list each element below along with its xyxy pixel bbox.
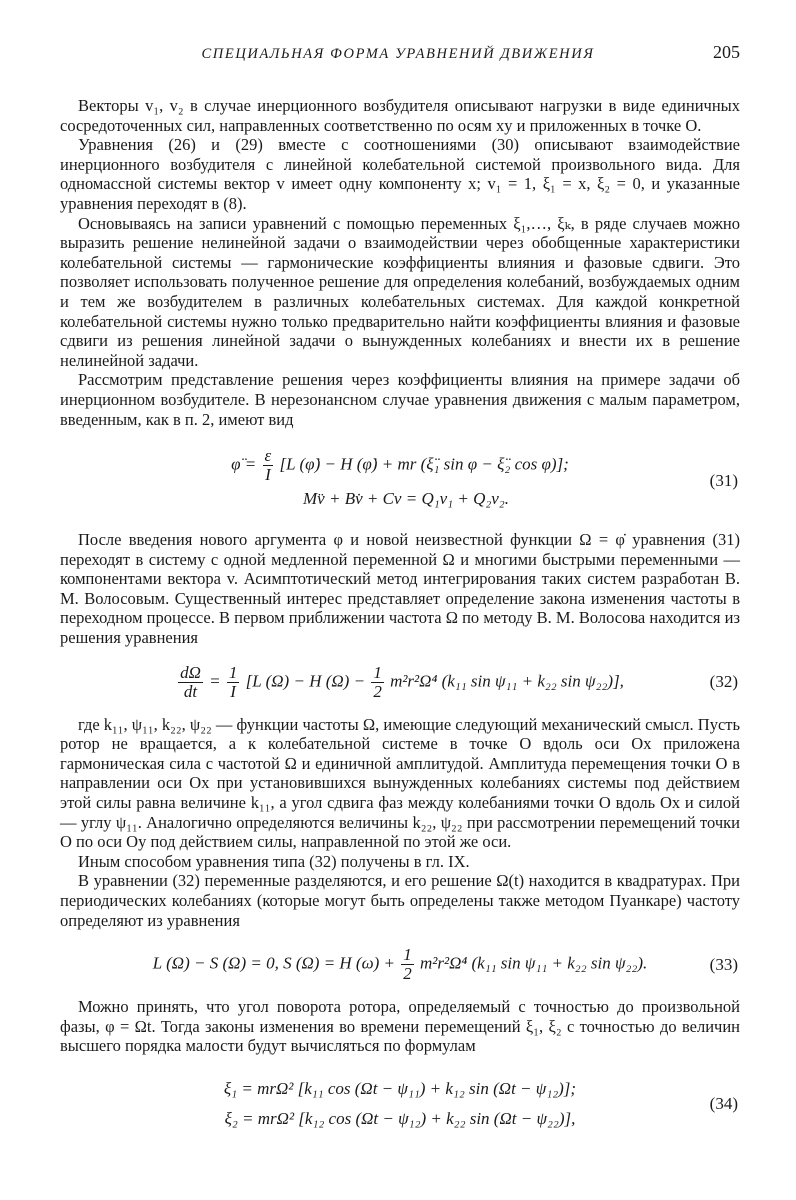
- eq32-one: 1: [228, 662, 238, 682]
- equation-31-line-2: Mv̈ + Bv̇ + Cv = Q₁v₁ + Q₂v₂.: [303, 489, 509, 509]
- eq32-mid: [L (Ω) − H (Ω) −: [245, 671, 366, 691]
- equation-34: [60, 1074, 740, 1134]
- paragraph-vectors: Векторы v₁, v₂ в случае инерционного возбудителя описывают нагрузки в виде единичных сосредоточенных сил, направленных соответственно по осям xy и приложенных в точке O.: [60, 96, 740, 135]
- equation-31-line-1: [60, 447, 740, 484]
- eq32-half-numerator: 1: [373, 662, 382, 682]
- eq33-left: L (Ω) − S (Ω) = 0, S (Ω) = H (ω) +: [152, 953, 395, 973]
- paragraph-generalized-characteristics: Основываясь на записи уравнений с помощью переменных ξ₁,…, ξₖ, в ряде случаев можно выразить решение нелинейной задачи о взаимодействии через обобщенные характеристики колебательной системы — гармонические коэффициенты влияния и фазовые сдвиги. Это позволяет использовать полученное решение для определения колебаний, возбуждаемых одним и тем же возбудителем в различных колебательных системах. Для каждой конкретной колебательной системы нужно только предварительно найти коэффициенты влияния и фазовые сдвиги из решения линейной задачи о вынужденных колебаниях и внести их в решение нелинейной задачи.: [60, 213, 740, 370]
- paragraph-equations-26-29: Уравнения (26) и (29) вместе с соотношениями (30) описывают взаимодействие инерционного возбудителя с линейной колебательной системой произвольного вида. Для одномассной системы вектор v имеет одну компоненту x; v₁ = 1, ξ₁ = x, ξ₂ = 0, и указанные уравнения переходят в (8).: [60, 135, 740, 213]
- eq32-rest: m²r²Ω⁴ (k₁₁ sin ψ₁₁ + k₂₂ sin ψ₂₂)],: [390, 671, 624, 691]
- eq32-equals: =: [209, 671, 221, 691]
- equation-32-number: (32): [709, 672, 738, 692]
- eq31-lhs: φ̈ =: [231, 454, 257, 474]
- eq33-half: [401, 946, 414, 983]
- eq31-fraction: [263, 447, 274, 484]
- eq31-denominator: I: [265, 465, 271, 485]
- paragraph-inertial-exciter: Рассмотрим представление решения через коэффициенты влияния на примере задачи об инерционном возбудителе. В нерезонансном случае уравнения движения с малым параметром, введенным, как в п. 2, имеют вид: [60, 370, 740, 429]
- paragraph-volosov-method: После введения нового аргумента φ и новой неизвестной функции Ω = φ̇ уравнения (31) переходят в систему с одной медленной переменной Ω и многими быстрыми переменными — компонентами вектора v. Асимптотический метод интегрирования таких систем разработан В. М. Волосовым. Существенный интерес представляет определение закона изменения частоты в переходном процессе. В первом приближении частота Ω по методу В. М. Волосова находится из решения уравнения: [60, 530, 740, 648]
- eq32-inverse-I: [227, 664, 240, 701]
- eq33-rest: m²r²Ω⁴ (k₁₁ sin ψ₁₁ + k₂₂ sin ψ₂₂).: [419, 953, 648, 973]
- paragraph-rotation-angle: Можно принять, что угол поворота ротора, определяемый с точностью до произвольной фазы, φ = Ωt. Тогда законы изменения во времени перемещений ξ₁, ξ₂ с точностью до величин высшего порядка малости будут вычисляться по формулам: [60, 997, 740, 1056]
- eq32-numerator: dΩ: [180, 662, 201, 682]
- running-head: СПЕЦИАЛЬНАЯ ФОРМА УРАВНЕНИЙ ДВИЖЕНИЯ: [201, 46, 595, 62]
- equation-31: [60, 447, 740, 514]
- eq31-rhs: [L (φ̇) − H (φ̇) + mr (ξ̈₁ sin φ − ξ̈₂ cos φ)];: [279, 454, 569, 474]
- page-number: 205: [713, 42, 740, 62]
- paragraph-mechanical-meaning: где k₁₁, ψ₁₁, k₂₂, ψ₂₂ — функции частоты Ω, имеющие следующий механический смысл. Пусть ротор не вращается, а к колебательной системе в точке O вдоль оси Ox приложена гармоническая сила с частотой Ω и единичной амплитудой. Амплитуда перемещения точки O в направлении оси Ox при установившихся вынужденных колебаниях системы под действием этой силы равна величине k₁₁, а угол сдвига фаз между колебаниями точки O вдоль Ox и силой — углу ψ₁₁. Аналогично определяются величины k₂₂, ψ₂₂ при рассмотрении перемещений точки O по оси Oy под действием силы, направленной по этой же оси.: [60, 714, 740, 852]
- eq33-half-denominator: 2: [403, 964, 412, 984]
- equation-34-line-1: ξ₁ = mrΩ² [k₁₁ cos (Ωt − ψ₁₁) + k₁₂ sin (Ωt − ψ₁₂)];: [223, 1078, 577, 1098]
- equation-31-number: (31): [709, 470, 738, 490]
- eq31-numerator: ε: [264, 446, 272, 466]
- paragraph-chapter-ix: Иным способом уравнения типа (32) получены в гл. IX.: [78, 851, 470, 871]
- equation-32: [60, 664, 740, 701]
- eq32-half-denominator: 2: [373, 681, 382, 701]
- eq32-half: [371, 664, 384, 701]
- equation-34-number: (34): [709, 1094, 738, 1114]
- equation-34-line-2: ξ₂ = mrΩ² [k₁₂ cos (Ωt − ψ₁₂) + k₂₂ sin (Ωt − ψ₂₂)],: [224, 1108, 576, 1128]
- eq32-denominator: dt: [183, 681, 198, 701]
- eq32-I: I: [230, 681, 236, 701]
- paragraph-quadratures: В уравнении (32) переменные разделяются, и его решение Ω(t) находится в квадратурах. При периодических колебаниях (которые могут быть определены также методом Пуанкаре) частоту определяют из уравнения: [60, 871, 740, 930]
- eq32-derivative: [178, 664, 203, 701]
- eq33-half-numerator: 1: [403, 945, 412, 965]
- equation-33-number: (33): [709, 954, 738, 974]
- body-text: [60, 96, 740, 1150]
- equation-33: [60, 946, 740, 983]
